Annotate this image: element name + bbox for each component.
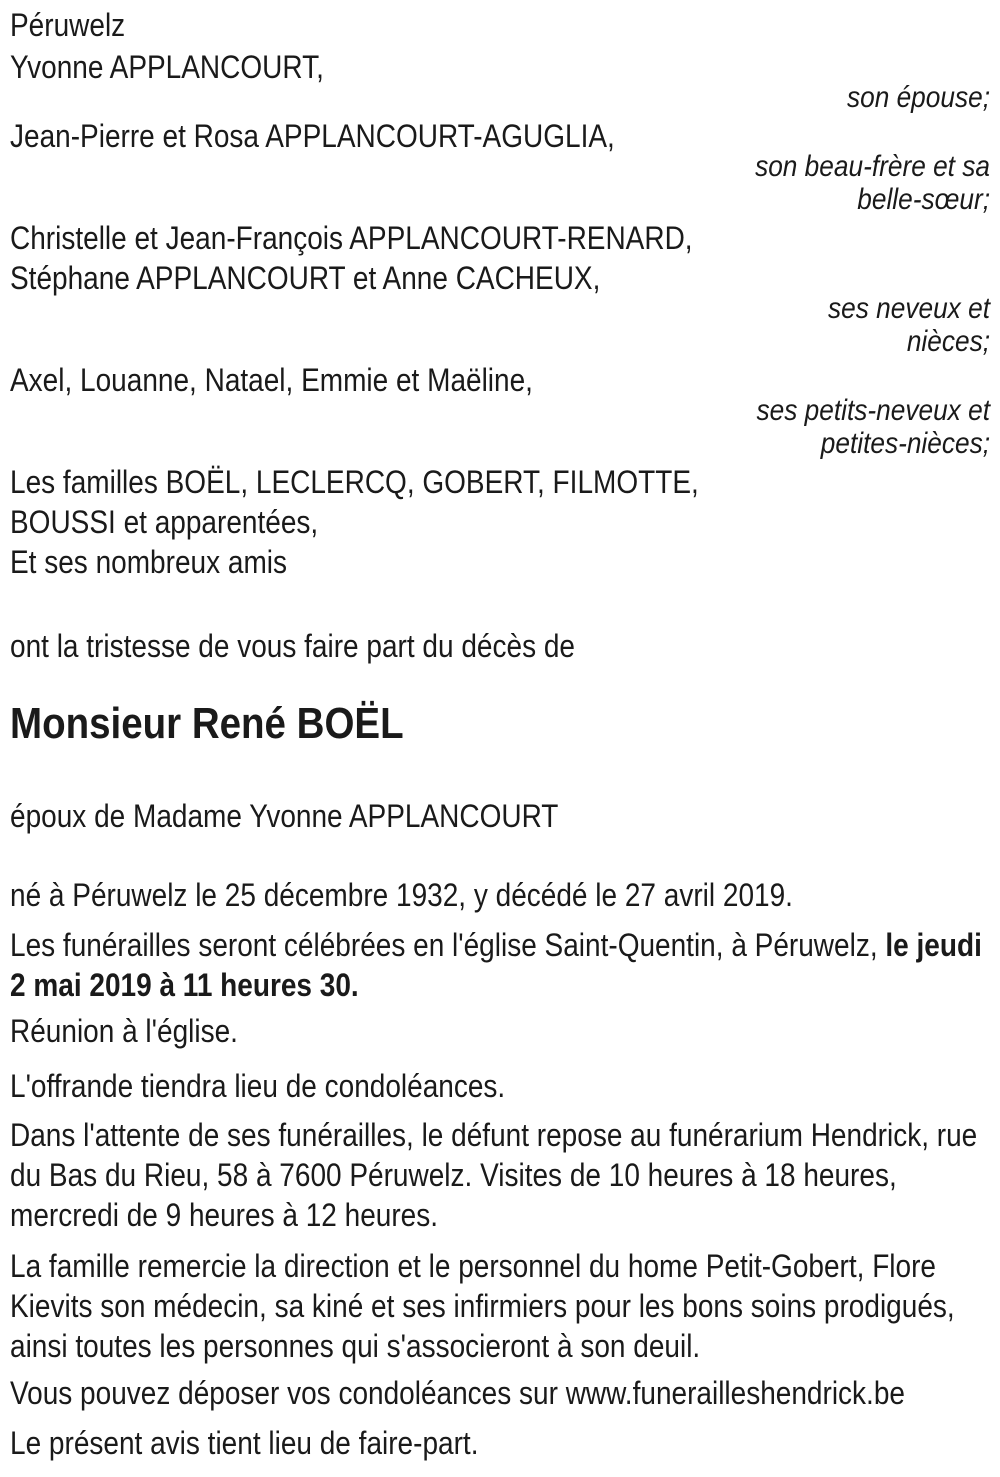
mourner-group [10, 360, 990, 460]
mourner-group [10, 218, 990, 358]
relation-line: belle-sœur; [857, 183, 990, 216]
thanks-paragraph: La famille remercie la direction et le personnel du home Petit-Gobert, Flore Kievits son médecin, sa kiné et ses infirmiers pour les bons soins prodigués, ainsi toutes les personnes qui s'associeront à son deuil. [10, 1248, 963, 1364]
announcement-line: ont la tristesse de vous faire part du décès de [10, 628, 575, 664]
families-line: Les familles BOËL, LECLERCQ, GOBERT, FILMOTTE, [10, 464, 699, 500]
families-block [10, 462, 990, 582]
relation-label [10, 394, 990, 460]
mourner-group [10, 47, 990, 114]
relation-label [10, 292, 990, 358]
relation-line: nièces; [906, 325, 990, 358]
relation-line: son beau-frère et sa [755, 150, 990, 183]
relation-line: son épouse; [846, 81, 990, 114]
relation-line: ses neveux et [828, 292, 990, 325]
relation-line: ses petits-neveux et [756, 394, 990, 427]
birth-death-line: né à Péruwelz le 25 décembre 1932, y décédé le 27 avril 2019. [10, 877, 793, 913]
relation-line: petites-nièces; [820, 427, 990, 460]
mourner-name-line: Christelle et Jean-François APPLANCOURT-RENARD, [10, 220, 693, 256]
repose-paragraph: Dans l'attente de ses funérailles, le défunt repose au funérarium Hendrick, rue du Bas du Rieu, 58 à 7600 Péruwelz. Visites de 10 heures à 18 heures, mercredi de 9 heures à 12 heures. [10, 1117, 985, 1233]
mourner-name-line: Stéphane APPLANCOURT et Anne CACHEUX, [10, 260, 601, 296]
mourner-name-line: Axel, Louanne, Natael, Emmie et Maëline, [10, 362, 533, 398]
funeral-paragraph [10, 925, 990, 1005]
families-line: Et ses nombreux amis [10, 544, 287, 580]
mourner-group [10, 116, 990, 216]
families-line: BOUSSI et apparentées, [10, 504, 319, 540]
meeting-line: Réunion à l'église. [10, 1013, 238, 1049]
obituary-document [10, 0, 990, 1463]
city-line: Péruwelz [10, 7, 126, 43]
offering-line: L'offrande tiendra lieu de condoléances. [10, 1068, 506, 1104]
deceased-name-heading: Monsieur René BOËL [10, 699, 404, 748]
funeral-text: Les funérailles seront célébrées en l'église Saint-Quentin, à Péruwelz, [10, 927, 886, 963]
spouse-line: époux de Madame Yvonne APPLANCOURT [10, 798, 559, 834]
mourner-name-line: Yvonne APPLANCOURT, [10, 49, 324, 85]
legal-notice-line: Le présent avis tient lieu de faire-part. [10, 1425, 479, 1461]
mourner-name-line: Jean-Pierre et Rosa APPLANCOURT-AGUGLIA, [10, 118, 615, 154]
condolences-line: Vous pouvez déposer vos condoléances sur www.funerailleshendrick.be [10, 1375, 905, 1411]
funeral-date-bold: le jeudi 2 mai 2019 à 11 heures 30. [10, 927, 990, 1003]
relation-label [10, 150, 990, 216]
